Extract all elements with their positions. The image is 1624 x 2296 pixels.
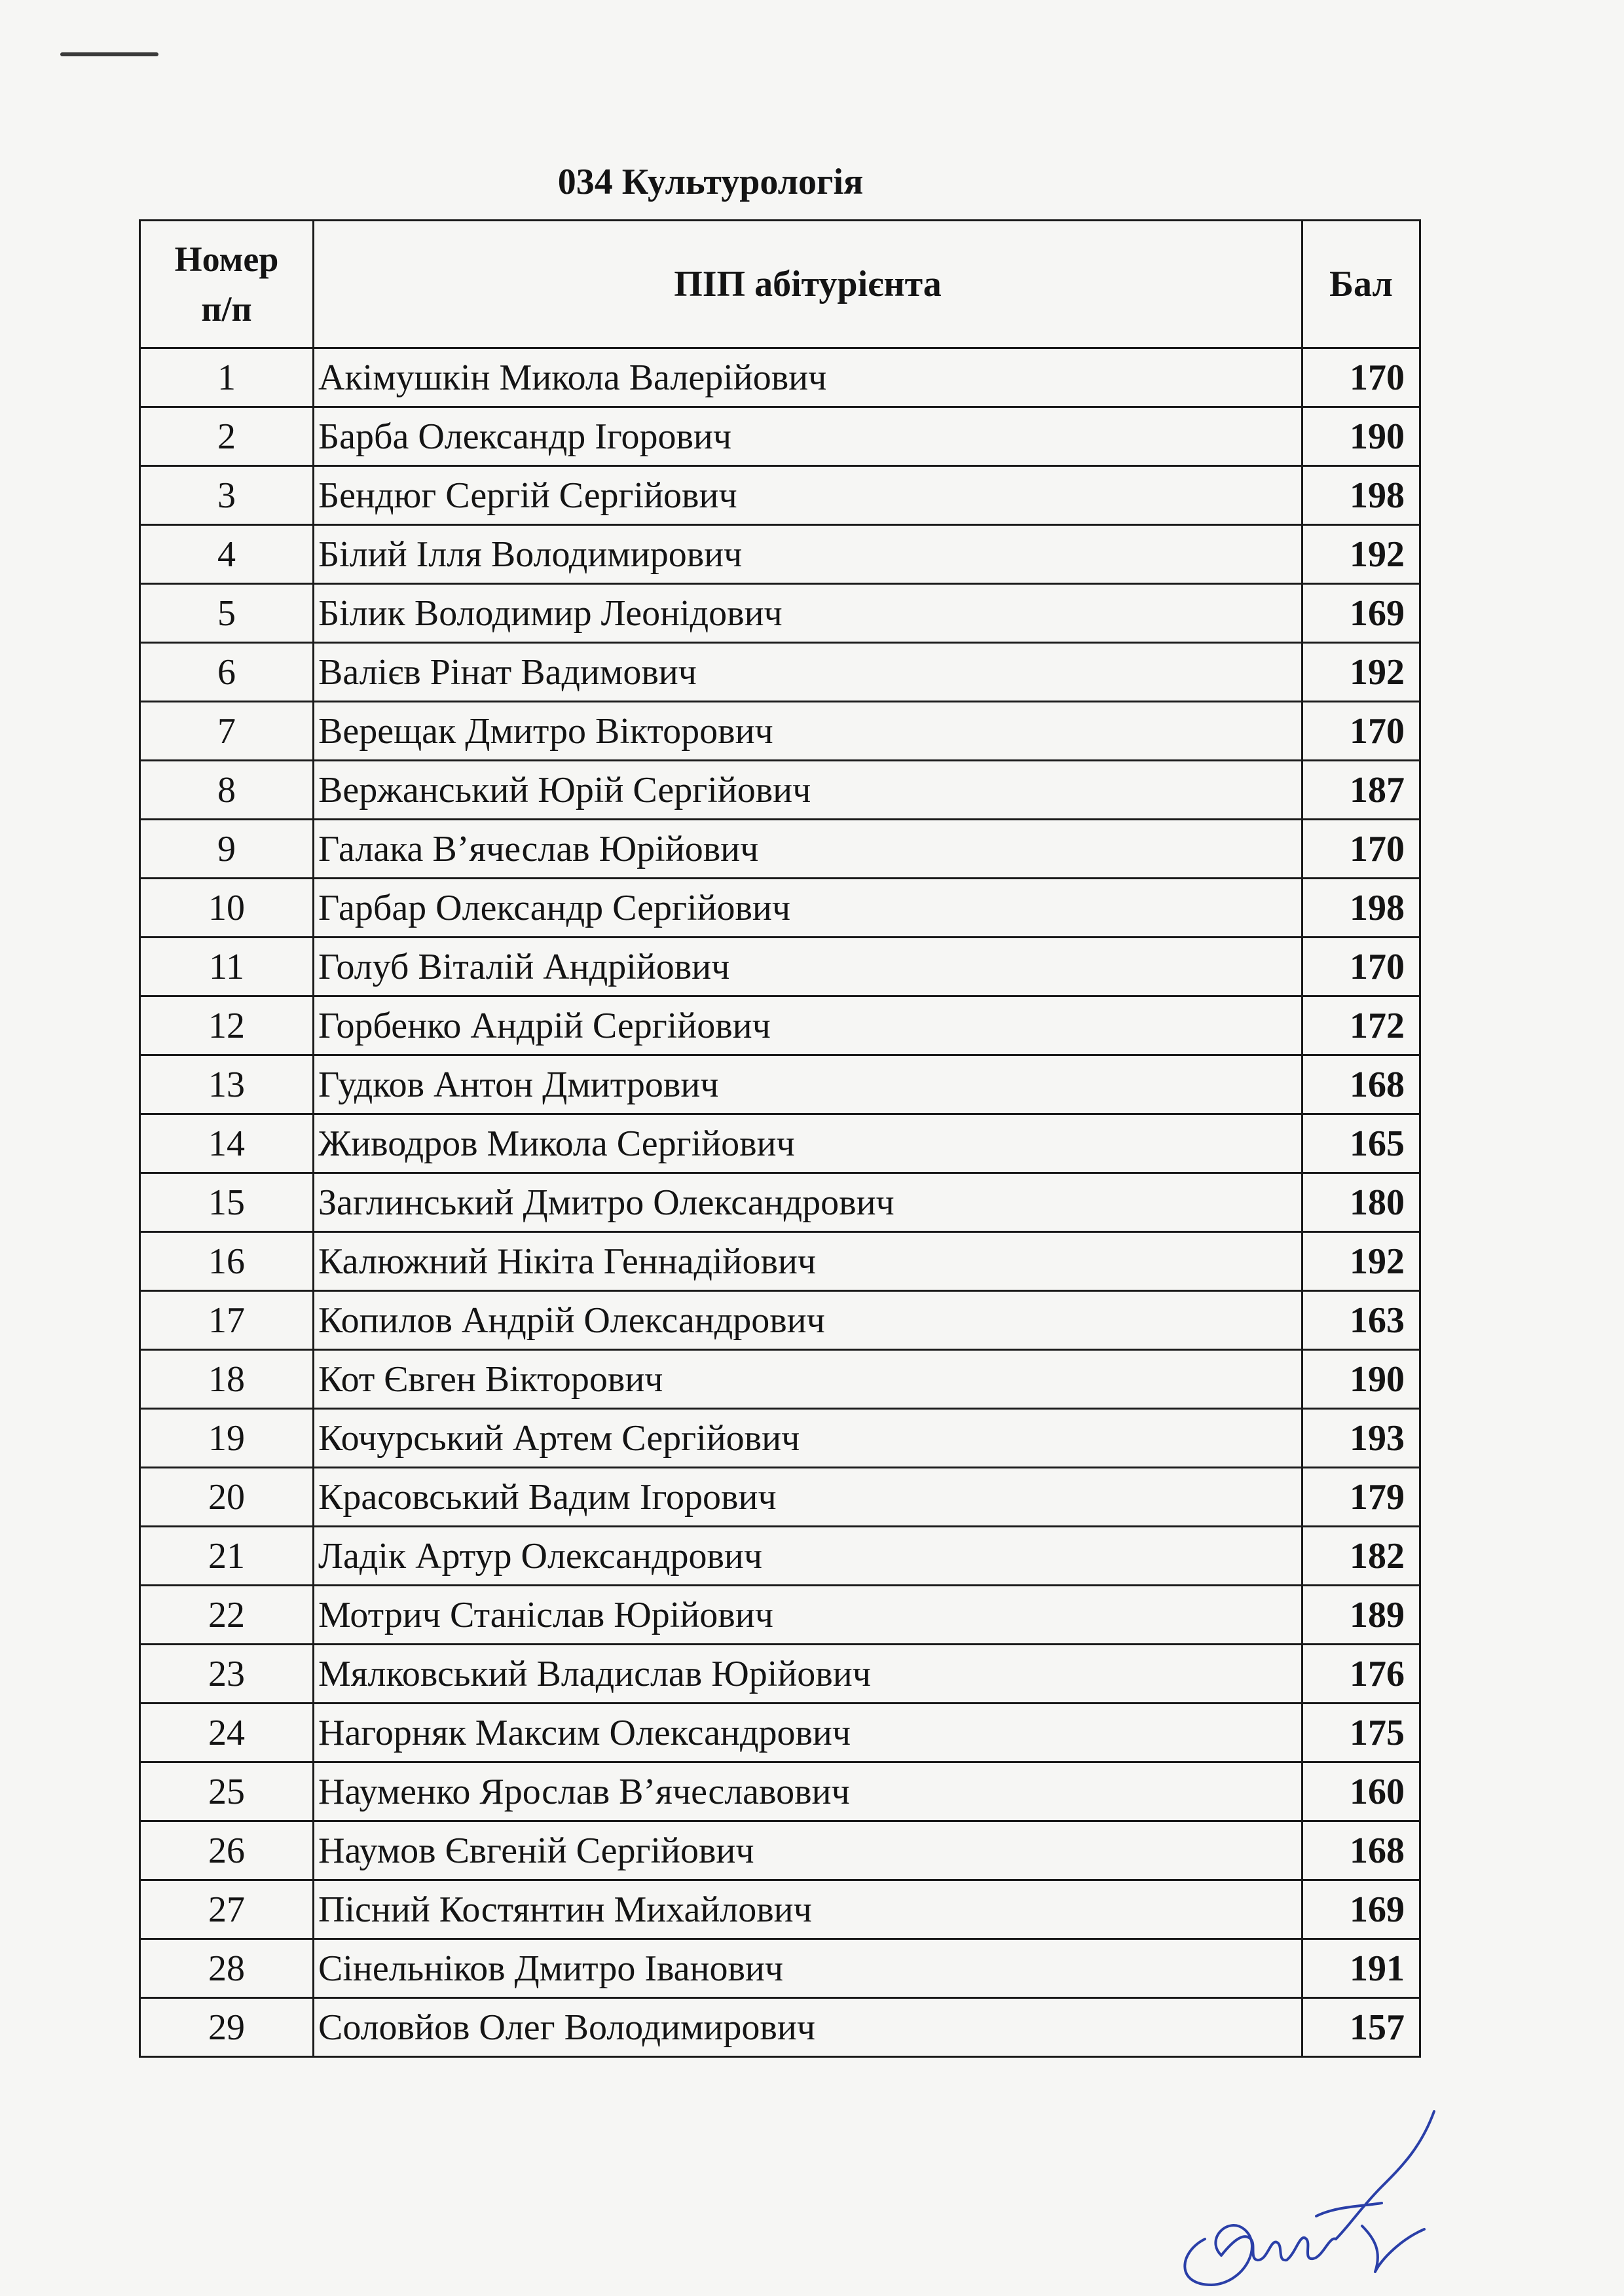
applicant-name: Ладік Артур Олександрович: [314, 1527, 1302, 1586]
table-body: [140, 348, 1420, 2057]
table-row: [140, 407, 1420, 466]
applicant-score: 168: [1302, 1821, 1420, 1880]
applicant-score: 182: [1302, 1527, 1420, 1586]
applicant-score: 191: [1302, 1939, 1420, 1998]
applicant-name: Кочурський Артем Сергійович: [314, 1409, 1302, 1468]
applicant-score: 170: [1302, 820, 1420, 879]
applicant-name: Вержанський Юрій Сергійович: [314, 761, 1302, 820]
table-row: [140, 643, 1420, 702]
table-row: [140, 820, 1420, 879]
applicant-score: 176: [1302, 1645, 1420, 1704]
applicant-score: 165: [1302, 1114, 1420, 1173]
applicant-score: 170: [1302, 938, 1420, 996]
table-row: [140, 1173, 1420, 1232]
table-row: [140, 1880, 1420, 1939]
row-number: 5: [140, 584, 314, 643]
row-number: 7: [140, 702, 314, 761]
table-row: [140, 1586, 1420, 1645]
row-number: 18: [140, 1350, 314, 1409]
applicant-score: 170: [1302, 702, 1420, 761]
table-row: [140, 1821, 1420, 1880]
row-number: 8: [140, 761, 314, 820]
row-number: 9: [140, 820, 314, 879]
row-number: 22: [140, 1586, 314, 1645]
header-name: ПІП абітурієнта: [314, 221, 1302, 348]
row-number: 24: [140, 1704, 314, 1762]
applicant-score: 190: [1302, 407, 1420, 466]
row-number: 14: [140, 1114, 314, 1173]
applicant-score: 192: [1302, 525, 1420, 584]
applicant-name: Кот Євген Вікторович: [314, 1350, 1302, 1409]
table-row: [140, 525, 1420, 584]
applicant-score: 198: [1302, 879, 1420, 938]
applicant-score: 180: [1302, 1173, 1420, 1232]
table-row: [140, 1232, 1420, 1291]
applicant-name: Голуб Віталій Андрійович: [314, 938, 1302, 996]
signature-icon: [1166, 2075, 1441, 2291]
row-number: 1: [140, 348, 314, 407]
applicant-name: Наумов Євгеній Сергійович: [314, 1821, 1302, 1880]
applicant-name: Пісний Костянтин Михайлович: [314, 1880, 1302, 1939]
applicant-score: 179: [1302, 1468, 1420, 1527]
applicant-score: 172: [1302, 996, 1420, 1055]
table-row: [140, 1409, 1420, 1468]
applicant-score: 193: [1302, 1409, 1420, 1468]
row-number: 13: [140, 1055, 314, 1114]
page-title: 034 Культурологія: [557, 162, 864, 202]
applicant-score: 187: [1302, 761, 1420, 820]
table-row: [140, 761, 1420, 820]
row-number: 29: [140, 1998, 314, 2057]
applicant-name: Барба Олександр Ігорович: [314, 407, 1302, 466]
applicant-score: 192: [1302, 1232, 1420, 1291]
applicant-name: Мялковський Владислав Юрійович: [314, 1645, 1302, 1704]
applicant-score: 175: [1302, 1704, 1420, 1762]
applicant-name: Білик Володимир Леонідович: [314, 584, 1302, 643]
applicant-score: 192: [1302, 643, 1420, 702]
table-row: [140, 879, 1420, 938]
row-number: 12: [140, 996, 314, 1055]
applicant-score: 157: [1302, 1998, 1420, 2057]
applicant-name: Соловйов Олег Володимирович: [314, 1998, 1302, 2057]
results-table: [139, 219, 1421, 2058]
scan-corner-mark: [60, 52, 158, 56]
table-row: [140, 1704, 1420, 1762]
header-score: Бал: [1302, 221, 1420, 348]
table-row: [140, 584, 1420, 643]
applicant-score: 163: [1302, 1291, 1420, 1350]
applicant-name: Горбенко Андрій Сергійович: [314, 996, 1302, 1055]
applicant-name: Науменко Ярослав В’ячеславович: [314, 1762, 1302, 1821]
row-number: 19: [140, 1409, 314, 1468]
row-number: 6: [140, 643, 314, 702]
applicant-name: Акімушкін Микола Валерійович: [314, 348, 1302, 407]
table-row: [140, 466, 1420, 525]
row-number: 16: [140, 1232, 314, 1291]
applicant-name: Заглинський Дмитро Олександрович: [314, 1173, 1302, 1232]
applicant-score: 169: [1302, 584, 1420, 643]
table-row: [140, 1055, 1420, 1114]
table-row: [140, 996, 1420, 1055]
applicant-name: Живодров Микола Сергійович: [314, 1114, 1302, 1173]
row-number: 2: [140, 407, 314, 466]
row-number: 15: [140, 1173, 314, 1232]
applicant-score: 168: [1302, 1055, 1420, 1114]
row-number: 20: [140, 1468, 314, 1527]
applicant-score: 160: [1302, 1762, 1420, 1821]
row-number: 21: [140, 1527, 314, 1586]
applicant-name: Білий Ілля Володимирович: [314, 525, 1302, 584]
applicant-score: 169: [1302, 1880, 1420, 1939]
applicant-name: Верещак Дмитро Вікторович: [314, 702, 1302, 761]
applicant-name: Копилов Андрій Олександрович: [314, 1291, 1302, 1350]
table-row: [140, 1762, 1420, 1821]
row-number: 26: [140, 1821, 314, 1880]
applicant-name: Мотрич Станіслав Юрійович: [314, 1586, 1302, 1645]
row-number: 23: [140, 1645, 314, 1704]
applicant-name: Красовський Вадим Ігорович: [314, 1468, 1302, 1527]
applicant-score: 190: [1302, 1350, 1420, 1409]
table-row: [140, 1939, 1420, 1998]
row-number: 11: [140, 938, 314, 996]
header-number: Номер п/п: [140, 221, 314, 348]
row-number: 27: [140, 1880, 314, 1939]
applicant-name: Гудков Антон Дмитрович: [314, 1055, 1302, 1114]
table-header-row: [140, 221, 1420, 348]
applicant-score: 198: [1302, 466, 1420, 525]
applicant-score: 170: [1302, 348, 1420, 407]
table-row: [140, 1468, 1420, 1527]
row-number: 28: [140, 1939, 314, 1998]
table-row: [140, 1998, 1420, 2057]
row-number: 3: [140, 466, 314, 525]
row-number: 25: [140, 1762, 314, 1821]
applicant-name: Валієв Рінат Вадимович: [314, 643, 1302, 702]
applicant-name: Нагорняк Максим Олександрович: [314, 1704, 1302, 1762]
table-row: [140, 348, 1420, 407]
row-number: 17: [140, 1291, 314, 1350]
applicant-name: Бендюг Сергій Сергійович: [314, 466, 1302, 525]
applicant-name: Галака В’ячеслав Юрійович: [314, 820, 1302, 879]
table-row: [140, 1114, 1420, 1173]
applicant-name: Сінельніков Дмитро Іванович: [314, 1939, 1302, 1998]
applicant-score: 189: [1302, 1586, 1420, 1645]
table-row: [140, 1291, 1420, 1350]
row-number: 10: [140, 879, 314, 938]
table-row: [140, 1645, 1420, 1704]
applicant-name: Калюжний Нікіта Геннадійович: [314, 1232, 1302, 1291]
table-row: [140, 1350, 1420, 1409]
table-row: [140, 702, 1420, 761]
table-row: [140, 1527, 1420, 1586]
row-number: 4: [140, 525, 314, 584]
table-row: [140, 938, 1420, 996]
applicant-name: Гарбар Олександр Сергійович: [314, 879, 1302, 938]
